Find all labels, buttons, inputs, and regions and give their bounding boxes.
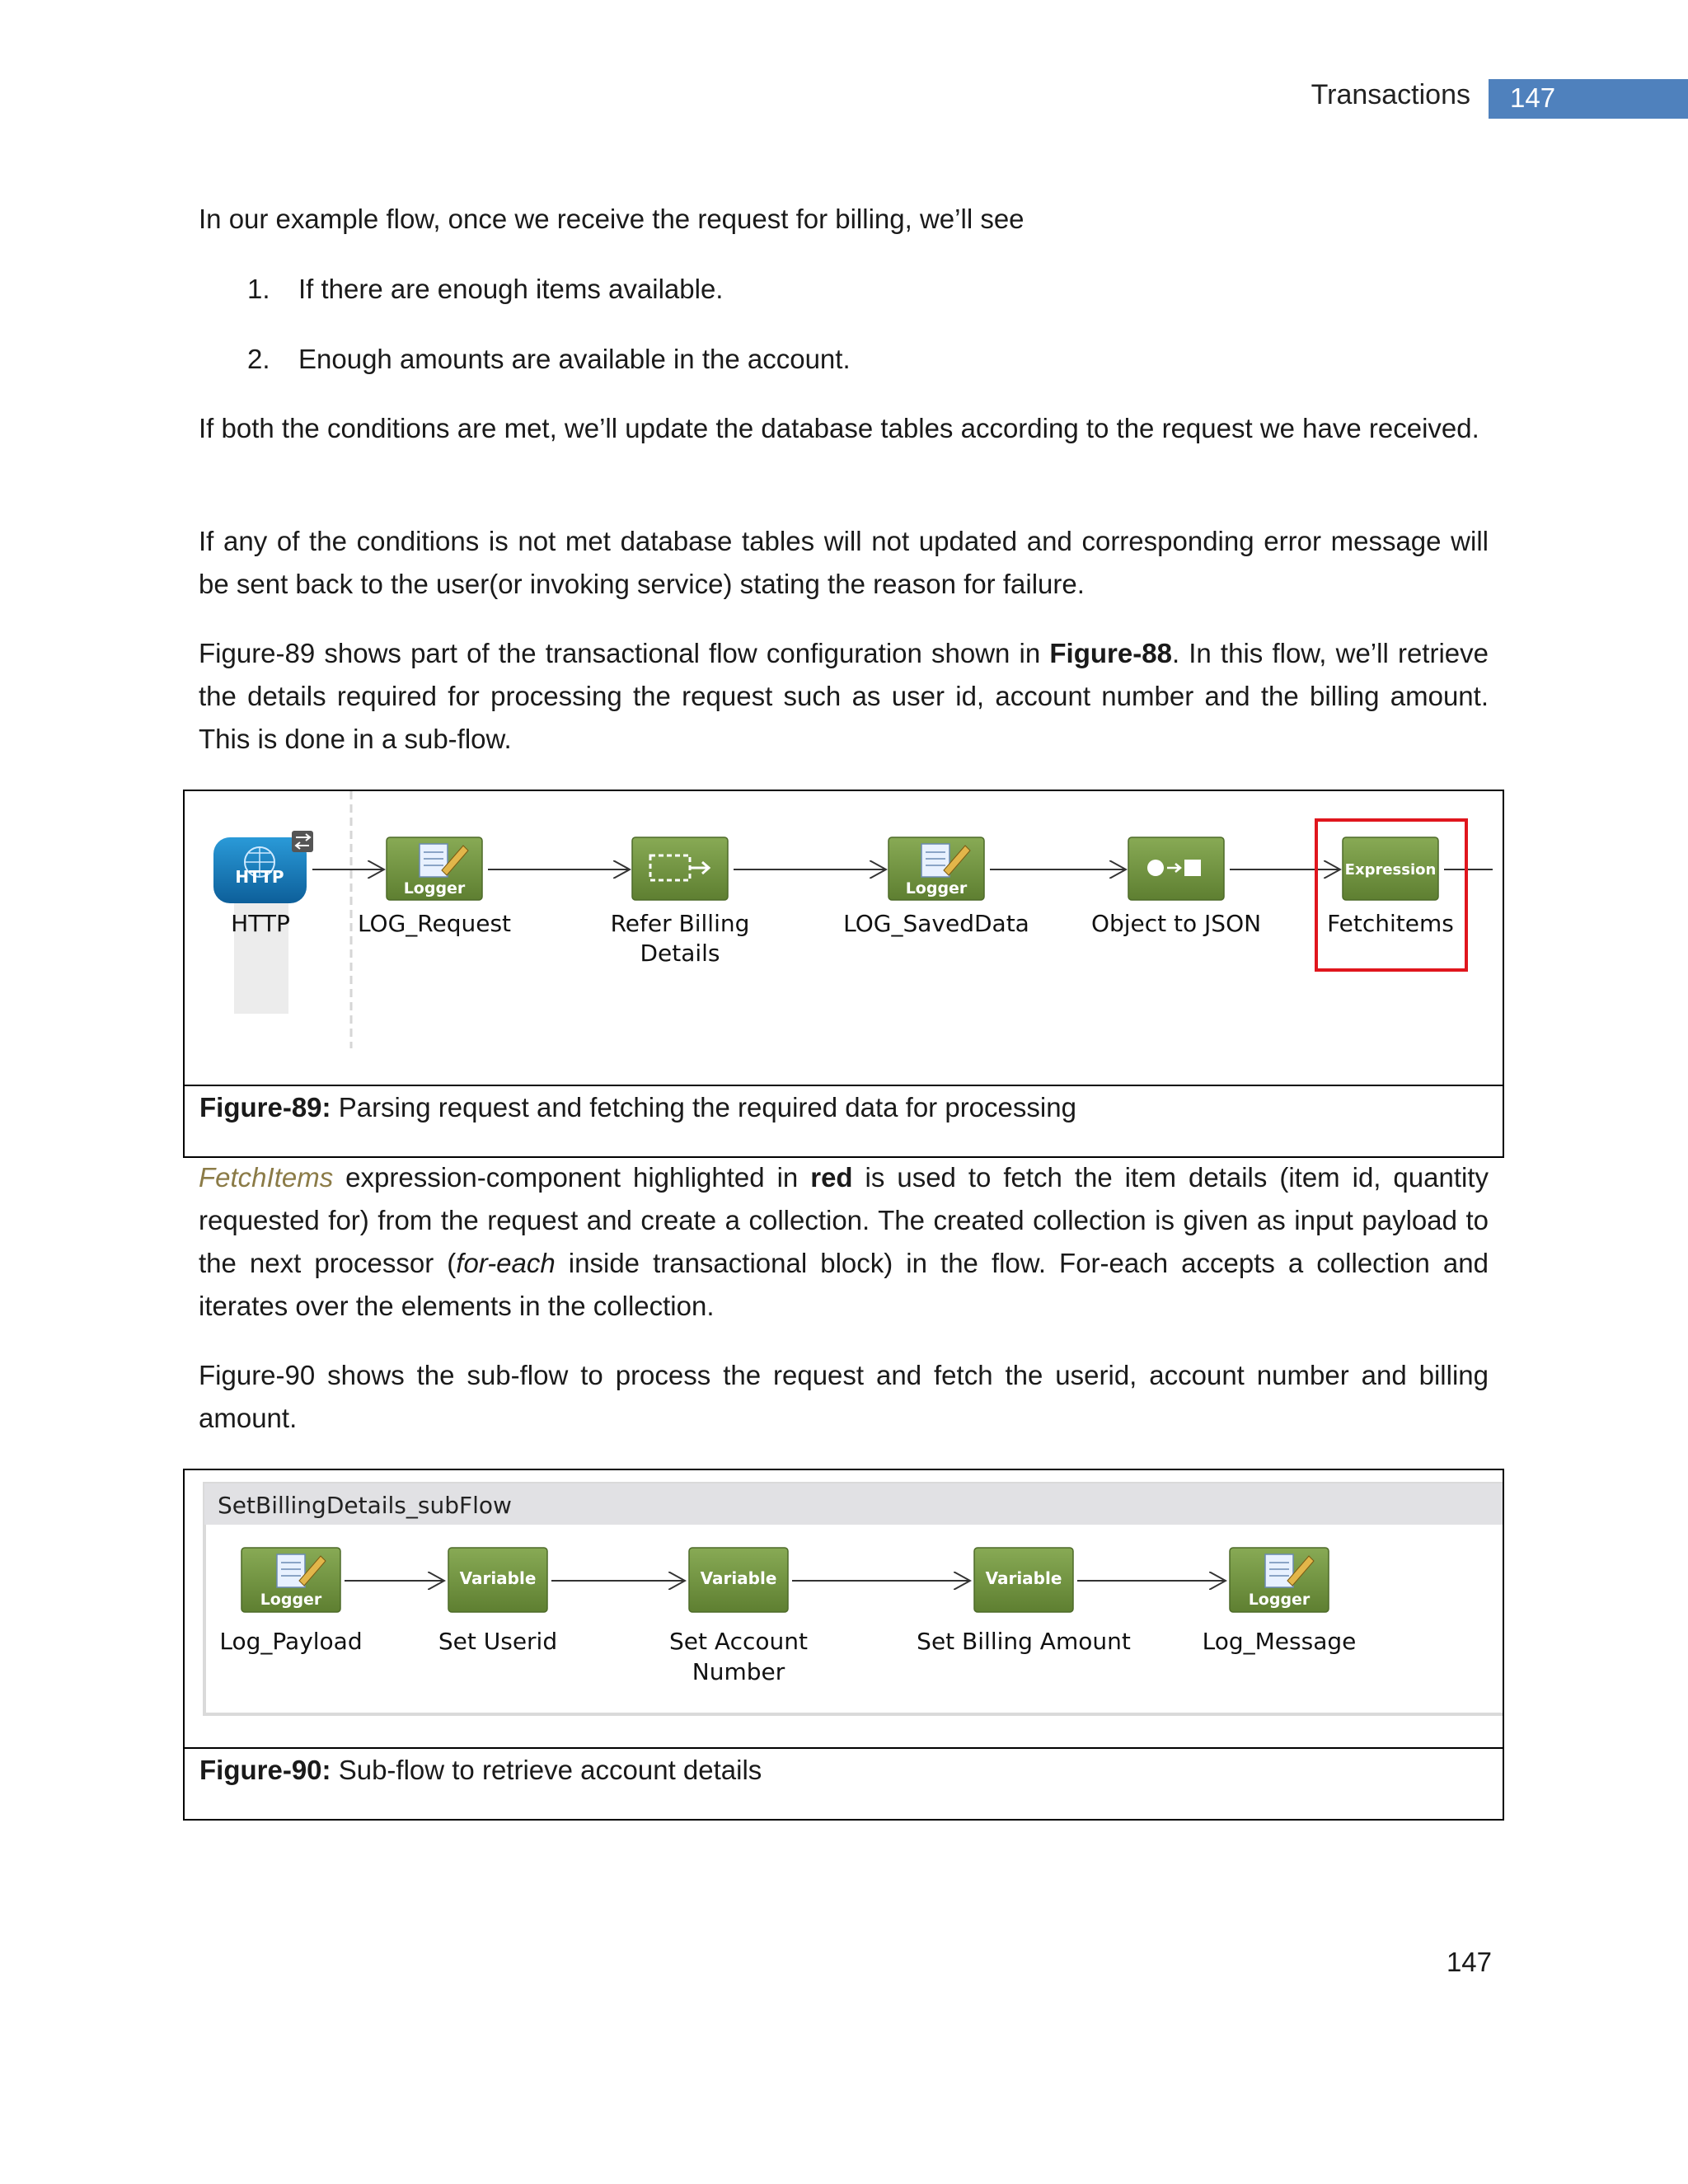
node-label: Set Userid xyxy=(438,1628,558,1655)
para-text: . In this flow, we’ll retrieve the details required for processing the request such as user id, account number and the billing amount. This is done in a sub-flow. xyxy=(199,638,1489,754)
node-icon-text: Logger xyxy=(260,1591,322,1609)
node-icon-text: Logger xyxy=(403,879,466,898)
logger-node[interactable] xyxy=(1230,1548,1329,1612)
node-label: Fetchitems xyxy=(1327,910,1454,937)
caption-label: Figure-90: xyxy=(199,1755,331,1785)
caption-text: Sub-flow to retrieve account details xyxy=(331,1755,762,1785)
red-term: red xyxy=(810,1162,853,1193)
node-icon-text: Logger xyxy=(905,879,968,898)
node-label: Set Account xyxy=(669,1628,808,1655)
node-icon-text: Expression xyxy=(1344,861,1437,879)
para-text: inside transactional block) in the flow. For-each accepts a collection and iterates over the elements in the collection. xyxy=(199,1248,1489,1321)
list-number: 1. xyxy=(247,274,270,304)
logger-node[interactable] xyxy=(387,837,482,900)
logger-node[interactable] xyxy=(889,837,984,900)
for-each-term: for-each xyxy=(456,1248,556,1278)
node-icon-text: Variable xyxy=(985,1568,1062,1588)
logger-node[interactable] xyxy=(241,1548,340,1612)
node-label: Set Billing Amount xyxy=(917,1628,1131,1655)
subflow-diagram xyxy=(185,1470,1503,1748)
expression-node[interactable] xyxy=(1343,837,1438,900)
exchange-icon xyxy=(292,831,313,852)
transactional-flow-diagram xyxy=(185,791,1503,1085)
conditions-met-paragraph: If both the conditions are met, we’ll update the database tables according to the request we have received. xyxy=(199,413,1479,443)
list-item xyxy=(247,268,723,311)
para-text: expression-component highlighted in xyxy=(333,1162,811,1193)
caption-text: Parsing request and fetching the required data for processing xyxy=(331,1092,1076,1122)
node-label: LOG_Request xyxy=(357,910,512,937)
node-label: LOG_SavedData xyxy=(843,910,1029,937)
figure-reference: Figure-88 xyxy=(1049,638,1172,668)
figure89-description-paragraph xyxy=(199,632,1489,761)
footer-page-number: 147 xyxy=(1446,1947,1492,1977)
variable-node[interactable] xyxy=(689,1548,788,1612)
transformer-icon xyxy=(1147,860,1164,876)
node-label: Refer Billing xyxy=(610,910,750,937)
caption-label: Figure-89: xyxy=(199,1092,331,1122)
header-page-number: 147 xyxy=(1510,82,1556,113)
list-number: 2. xyxy=(247,344,270,374)
figure-90 xyxy=(183,1469,1504,1821)
list-text: If there are enough items available. xyxy=(298,274,724,304)
node-label: Object to JSON xyxy=(1090,910,1262,937)
object-to-json-node[interactable] xyxy=(1128,837,1224,900)
node-icon-text: Logger xyxy=(1248,1591,1311,1609)
header-section-title: Transactions xyxy=(1311,79,1470,110)
node-icon-text: Variable xyxy=(700,1568,777,1588)
node-label: HTTP xyxy=(231,910,290,937)
list-text: Enough amounts are available in the account. xyxy=(298,344,851,374)
intro-paragraph: In our example flow, once we receive the request for billing, we’ll see xyxy=(199,204,1025,234)
flow-reference-node[interactable] xyxy=(632,837,728,900)
figure-90-caption xyxy=(185,1747,1503,1819)
node-label: Details xyxy=(640,940,720,967)
node-icon-text: Variable xyxy=(459,1568,537,1588)
para-text: Figure-89 shows part of the transactional flow configuration shown in xyxy=(199,638,1050,668)
para-text: is used to fetch the item details (item id, quantity requested for) from the request and create a collection. The created collection is given as input payload to the next processor ( xyxy=(199,1162,1489,1278)
figure90-description-paragraph: Figure-90 shows the sub-flow to process the request and fetch the userid, account number and billing amount. xyxy=(199,1360,1489,1433)
figure-89-caption xyxy=(185,1085,1503,1156)
fetchitems-term: FetchItems xyxy=(199,1162,334,1193)
variable-node[interactable] xyxy=(448,1548,547,1612)
fetchitems-paragraph xyxy=(199,1156,1489,1328)
page-number-badge xyxy=(1489,79,1688,119)
http-node[interactable] xyxy=(213,831,313,903)
node-icon-text: HTTP xyxy=(235,867,284,887)
variable-node[interactable] xyxy=(974,1548,1073,1612)
conditions-not-met-paragraph: If any of the conditions is not met database tables will not updated and corresponding error message will be sent back to the user(or invoking service) stating the reason for failure. xyxy=(199,526,1489,599)
figure-89 xyxy=(183,790,1504,1158)
node-label: Log_Payload xyxy=(219,1628,363,1655)
subflow-title: SetBillingDetails_subFlow xyxy=(218,1492,512,1519)
node-label: Log_Message xyxy=(1202,1628,1357,1655)
list-item xyxy=(247,338,851,381)
node-label: Number xyxy=(692,1658,785,1685)
